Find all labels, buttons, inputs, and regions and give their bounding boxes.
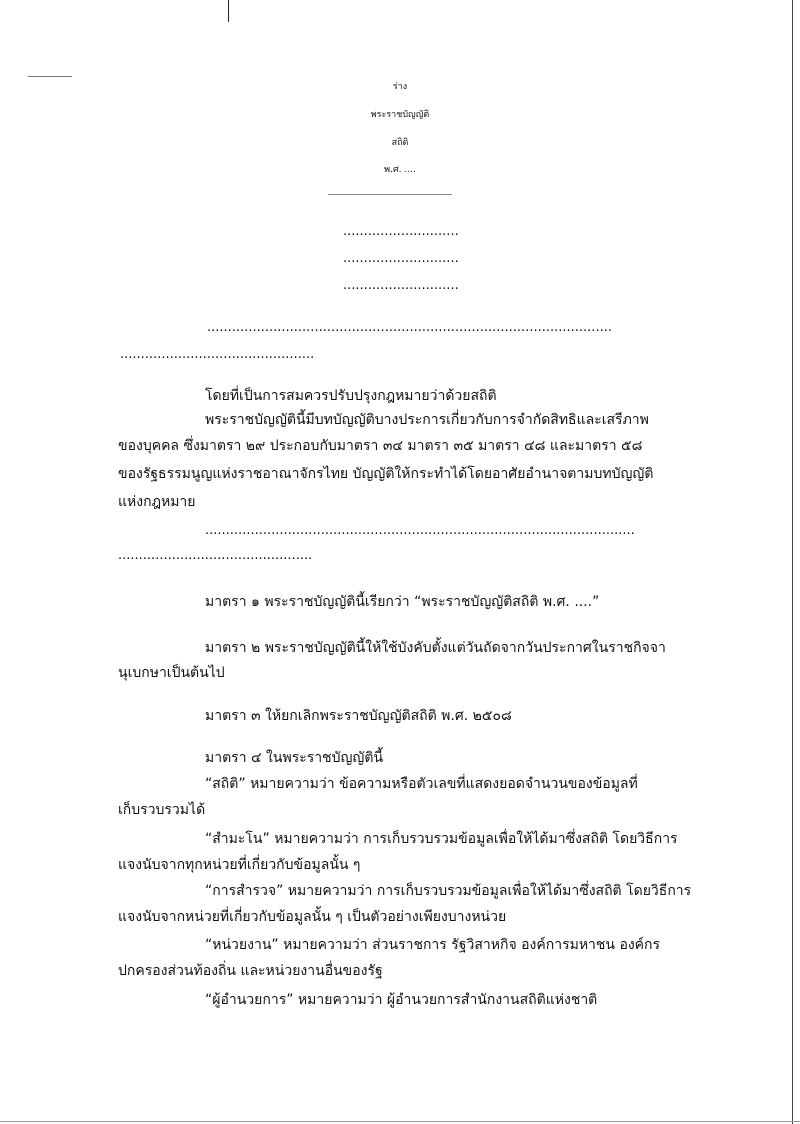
definition-agency-line-2: ปกครองส่วนท้องถิ่น และหน่วยงานอื่นของรัฐ [118,963,383,979]
scan-edge-line-top [228,0,229,22]
definition-census-line-2: แจงนับจากทุกหน่วยที่เกี่ยวกับข้อมูลนั้น ๆ [118,857,361,873]
preamble-paragraph-1: โดยที่เป็นการสมควรปรับปรุงกฎหมายว่าด้วยสถิติ [205,388,497,404]
definition-survey-line-2: แจงนับจากหน่วยที่เกี่ยวกับข้อมูลนั้น ๆ เป็นตัวอย่างเพียงบางหน่วย [118,909,507,925]
signature-dots-3: ............................ [343,278,459,293]
definition-agency-line-1: “หน่วยงาน” หมายความว่า ส่วนราชการ รัฐวิสาหกิจ องค์การมหาชน องค์กร [205,937,661,953]
preamble-paragraph-2-line-3: ของรัฐธรรมนูญแห่งราชอาณาจักรไทย บัญญัติให้กระทำได้โดยอาศัยอำนาจตามบทบัญญัติ [118,466,654,482]
section-4: มาตรา ๔ ในพระราชบัญญัตินี้ [205,750,384,766]
act-year: พ.ศ. .... [384,165,416,175]
section-3: มาตรา ๓ ให้ยกเลิกพระราชบัญญัติสถิติ พ.ศ. ๒๕๐๘ [205,708,512,724]
preamble-dots-2: ............................................... [120,347,315,362]
section-1: มาตรา ๑ พระราชบัญญัตินี้เรียกว่า “พระราชบัญญัติสถิติ พ.ศ. ....” [205,594,600,610]
scan-edge-line-bottom [0,1121,800,1122]
enact-dots-2: ............................................... [118,548,313,563]
preamble-paragraph-2-line-2: ของบุคคล ซึ่งมาตรา ๒๙ ประกอบกับมาตรา ๓๔ มาตรา ๓๕ มาตรา ๔๘ และมาตรา ๕๘ [118,438,643,454]
definition-survey-line-1: “การสำรวจ” หมายความว่า การเก็บรวบรวมข้อมูลเพื่อให้ได้มาซึ่งสถิติ โดยวิธีการ [205,883,692,899]
act-type-title: พระราชบัญญัติ [370,110,430,120]
signature-dots-2: ............................ [343,251,459,266]
preamble-paragraph-2-line-4: แห่งกฎหมาย [118,494,196,510]
definition-director: “ผู้อำนวยการ” หมายความว่า ผู้อำนวยการสำนักงานสถิติแห่งชาติ [205,992,598,1008]
act-subject-title: สถิติ [391,138,409,148]
preamble-dots-1: .................................................................................................. [207,320,612,335]
preamble-paragraph-2-line-1: พระราชบัญญัตินี้มีบทบัญญัติบางประการเกี่ยวกับการจำกัดสิทธิและเสรีภาพ [205,412,649,428]
header-divider [328,194,452,195]
definition-census-line-1: “สำมะโน” หมายความว่า การเก็บรวบรวมข้อมูลเพื่อให้ได้มาซึ่งสถิติ โดยวิธีการ [205,831,678,847]
section-2-line-2: นุเบกษาเป็นต้นไป [118,665,225,681]
definition-statistics-line-1: “สถิติ” หมายความว่า ข้อความหรือตัวเลขที่แสดงยอดจำนวนของข้อมูลที่ [205,776,638,792]
enact-dots-1: ........................................................................................................ [205,523,635,538]
section-2-line-1: มาตรา ๒ พระราชบัญญัตินี้ให้ใช้บังคับตั้งแต่วันถัดจากวันประกาศในราชกิจจา [205,640,666,656]
draft-label: ร่าง [392,82,408,92]
signature-dots-1: ............................ [343,224,459,239]
definition-statistics-line-2: เก็บรวบรวมได้ [118,802,206,818]
